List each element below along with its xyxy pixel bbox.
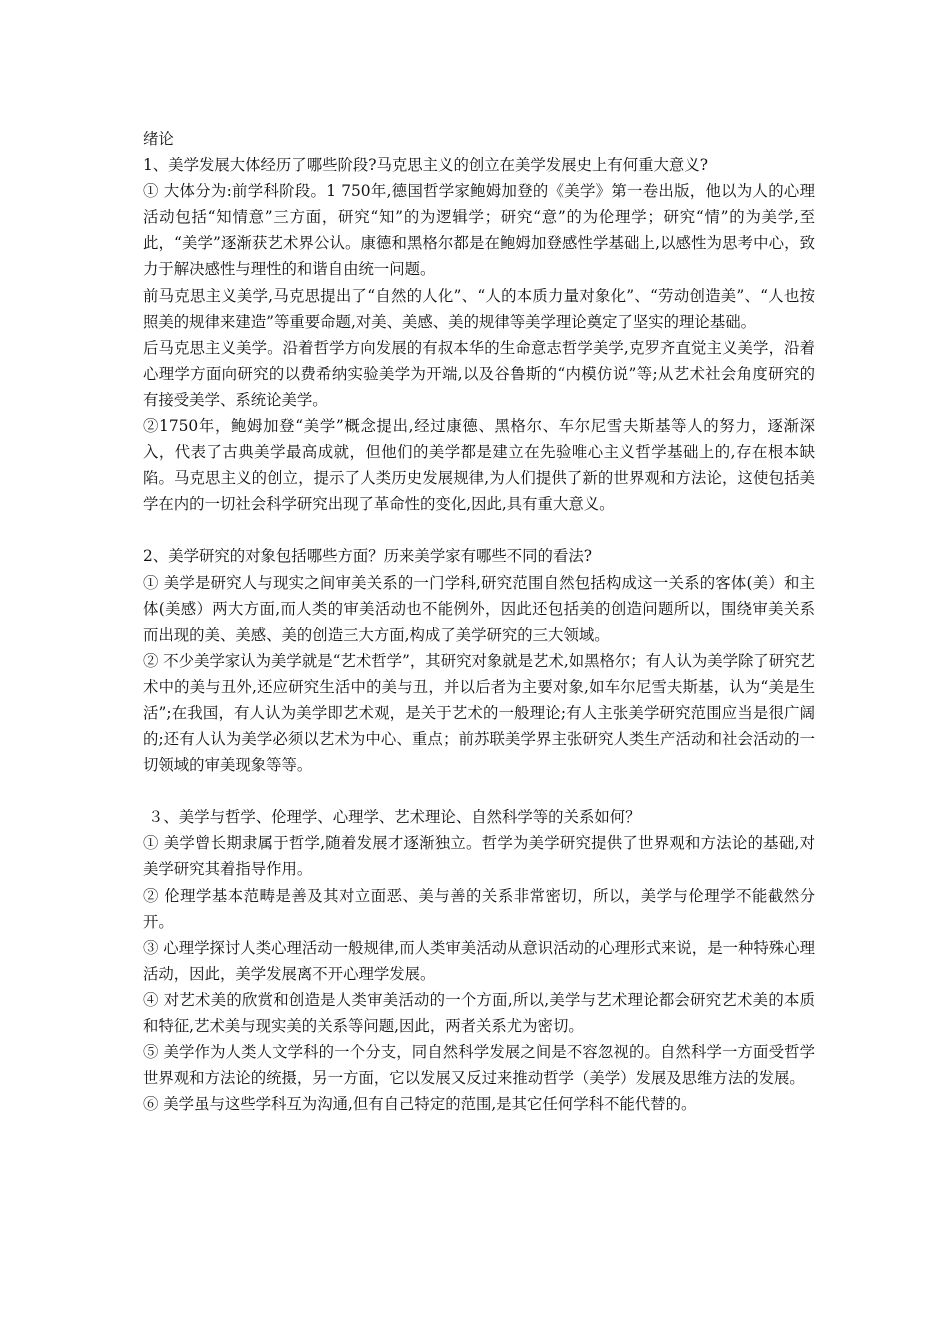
answer-paragraph: ⑤ 美学作为人类人文学科的一个分支，同自然科学发展之间是不容忽视的。自然科学一方面受哲学世界观和方法论的统摄，另一方面，它以发展又反过来推动哲学（美学）发展及思维方法的发展。 [143,1043,815,1088]
section-spacer [143,517,815,543]
answer-paragraph: 前马克思主义美学,马克思提出了“自然的人化”、“人的本质力量对象化”、“劳动创造美”、“人也按照美的规律来建造”等重要命题,对美、美感、美的规律等美学理论奠定了坚实的理论基础。 [143,286,815,331]
question-heading: ３、美学与哲学、伦理学、心理学、艺术理论、自然科学等的关系如何？ [148,808,641,827]
question-heading: 1、美学发展大体经历了哪些阶段?马克思主义的创立在美学发展史上有何重大意义? [143,156,708,175]
section-3 [143,804,815,1117]
answer-paragraph: ④ 对艺术美的欣赏和创造是人类审美活动的一个方面,所以,美学与艺术理论都会研究艺术美的本质和特征,艺术美与现实美的关系等问题,因此，两者关系尤为密切。 [143,990,815,1035]
document-page [143,126,815,1117]
section-1 [143,152,815,517]
answer-paragraph: ②1750年，鲍姆加登“美学”概念提出,经过康德、黑格尔、车尔尼雪夫斯基等人的努力，逐渐深入，代表了古典美学最高成就，但他们的美学都是建立在先验唯心主义哲学基础上的,存在根本缺陷。马克思主义的创立，提示了人类历史发展规律,为人们提供了新的世界观和方法论，这使包括美学在内的一切社会科学研究出现了革命性的变化,因此,具有重大意义。 [143,417,815,514]
section-2 [143,543,815,778]
answer-paragraph: ⑥ 美学虽与这些学科互为沟通,但有自己特定的范围,是其它任何学科不能代替的。 [143,1095,697,1114]
answer-paragraph: 后马克思主义美学。沿着哲学方向发展的有叔本华的生命意志哲学美学,克罗齐直觉主义美学，沿着心理学方面向研究的以费希纳实验美学为开端,以及谷鲁斯的“内模仿说”等;从艺术社会角度研究的有接受美学、系统论美学。 [143,338,815,409]
document-title: 绪论 [143,130,174,148]
answer-paragraph: ① 美学是研究人与现实之间审美关系的一门学科,研究范围自然包括构成这一关系的客体(美）和主体(美感）两大方面,而人类的审美活动也不能例外，因此还包括美的创造问题所以，围绕审美关系而出现的美、美感、美的创造三大方面,构成了美学研究的三大领域。 [143,573,815,644]
answer-paragraph: ② 不少美学家认为美学就是“艺术哲学”，其研究对象就是艺术,如黑格尔；有人认为美学除了研究艺术中的美与丑外,还应研究生活中的美与丑，并以后者为主要对象,如车尔尼雪夫斯基，认为“美是生活”;在我国，有人认为美学即艺术观，是关于艺术的一般理论;有人主张美学研究范围应当是很广阔的;还有人认为美学必须以艺术为中心、重点；前苏联美学界主张研究人类生产活动和社会活动的一切领域的审美现象等等。 [143,651,815,775]
question-heading: 2、美学研究的对象包括哪些方面？历来美学家有哪些不同的看法? [143,547,592,566]
answer-paragraph: ② 伦理学基本范畴是善及其对立面恶、美与善的关系非常密切，所以，美学与伦理学不能截然分开。 [143,886,815,931]
answer-paragraph: ① 美学曾长期隶属于哲学,随着发展才逐渐独立。哲学为美学研究提供了世界观和方法论的基础,对美学研究其着指导作用。 [143,834,815,879]
answer-paragraph: ① 大体分为:前学科阶段。1 750年,德国哲学家鲍姆加登的《美学》第一卷出版，他以为人的心理活动包括“知情意”三方面，研究“知”的为逻辑学；研究“意”的为伦理学；研究“情”的为美学,至此，“美学”逐渐获艺术界公认。康德和黑格尔都是在鲍姆加登感性学基础上,以感性为思考中心，致力于解决感性与理性的和谐自由统一问题。 [143,182,815,279]
section-spacer [143,778,815,804]
answer-paragraph: ③ 心理学探讨人类心理活动一般规律,而人类审美活动从意识活动的心理形式来说，是一种特殊心理活动，因此，美学发展离不开心理学发展。 [143,938,815,983]
